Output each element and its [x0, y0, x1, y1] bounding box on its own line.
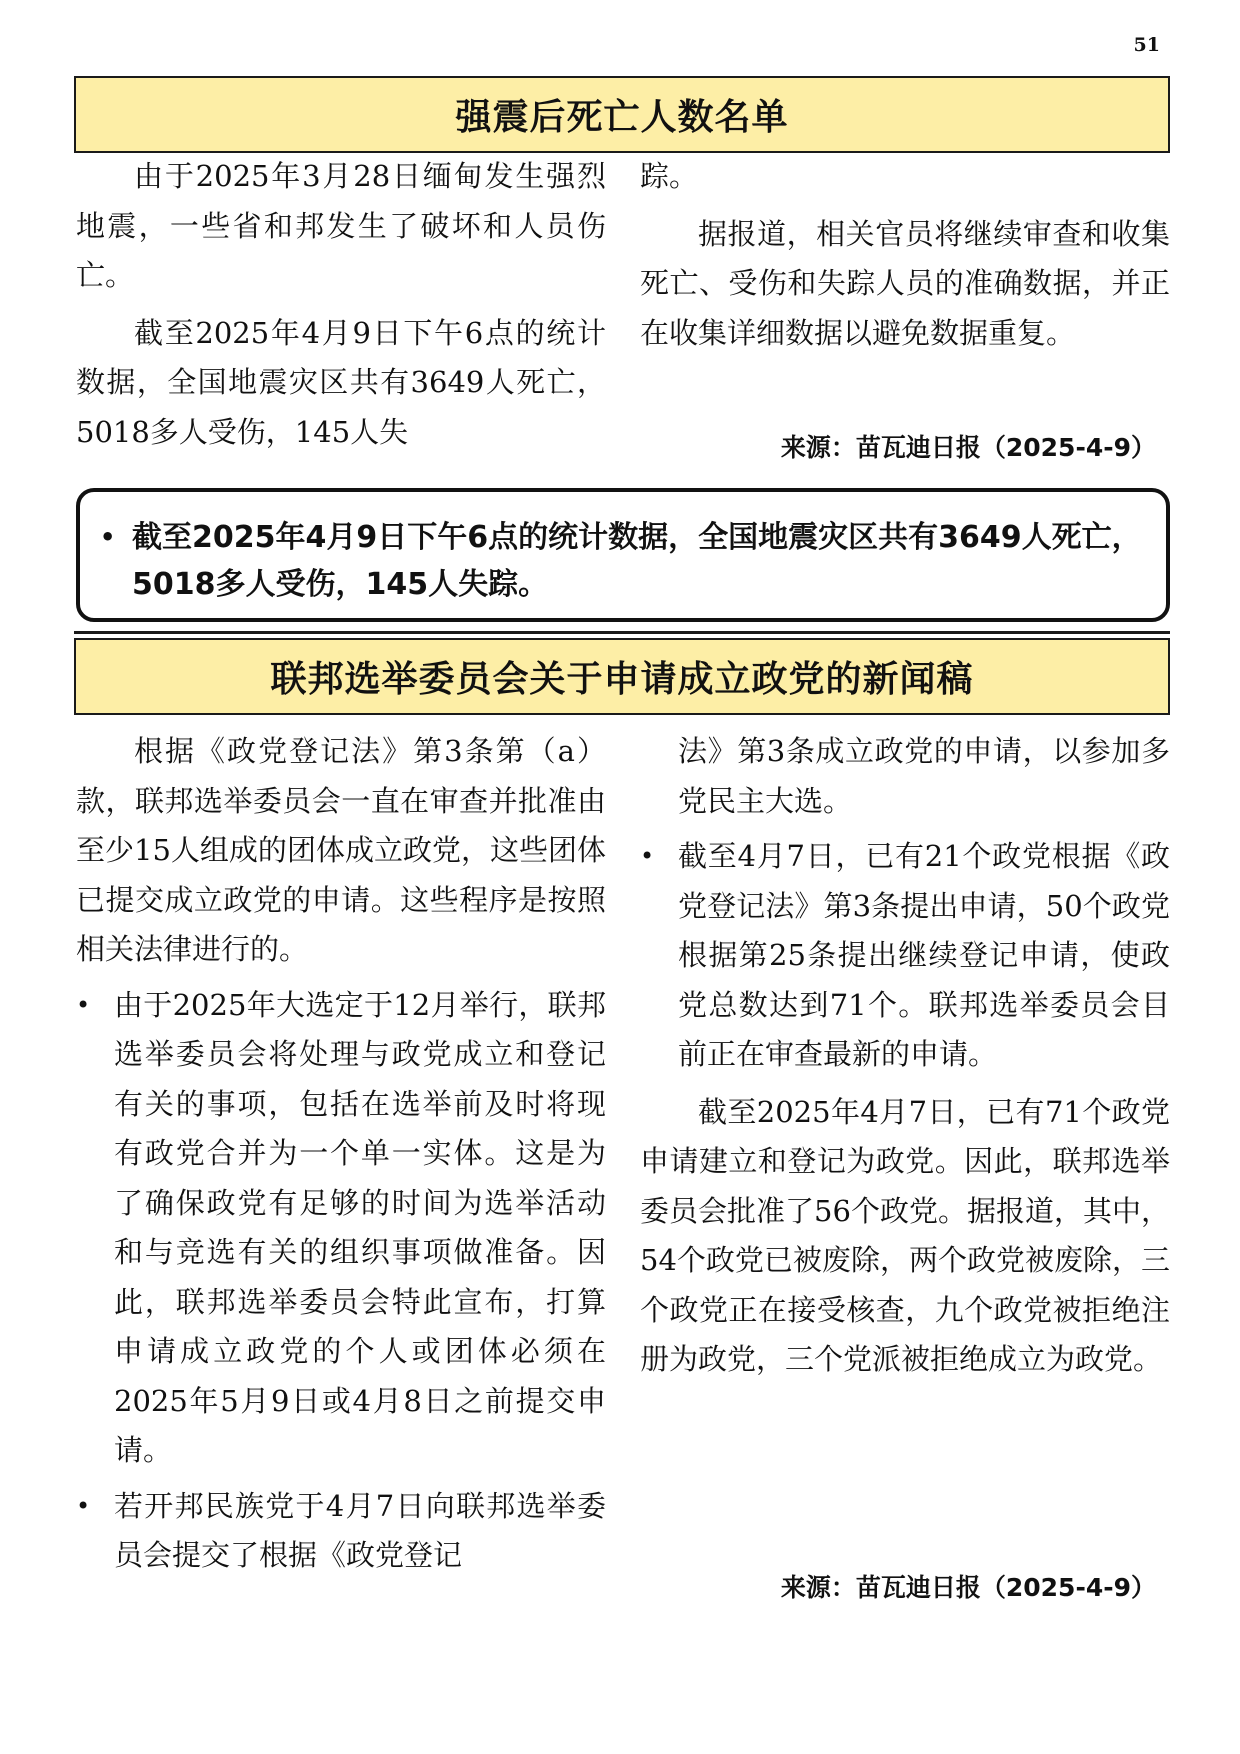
article2-source: 来源：苗瓦迪日报（2025-4-9）: [780, 1573, 1156, 1602]
list-item: • 若开邦民族党于4月7日向联邦选举委员会提交了根据《政党登记: [76, 1482, 606, 1581]
article2-paragraph-2: 截至2025年4月7日，已有71个政党申请建立和登记为政党。因此，联邦选举委员会批准了56个政党。据报道，其中，54个政党已被废除，两个政党被废除，三个政党正在接受核查，九个政党被拒绝注册为政党，三个党派被拒绝成立为政党。: [640, 1094, 1170, 1376]
article1-right-column: [640, 152, 1170, 358]
article1-continuation: 踪。: [640, 159, 699, 193]
article1-source: 来源：苗瓦迪日报（2025-4-9）: [780, 433, 1156, 462]
page-number: 51: [1133, 34, 1160, 56]
article2-paragraph-1: 根据《政党登记法》第3条第（a）款，联邦选举委员会一直在审查并批准由至少15人组成的团体成立政党，这些团体已提交成立政党的申请。这些程序是按照相关法律进行的。: [76, 734, 606, 966]
list-item: • 截至4月7日，已有21个政党根据《政党登记法》第3条提出申请，50个政党根据第25条提出继续登记申请，使政党总数达到71个。联邦选举委员会目前正在审查最新的申请。: [640, 832, 1170, 1080]
article2-left-column: [76, 727, 606, 1581]
summary-box: [76, 488, 1170, 622]
list-item-continuation: 法》第3条成立政党的申请，以参加多党民主大选。: [678, 734, 1170, 818]
list-item: • 由于2025年大选定于12月举行，联邦选举委员会将处理与政党成立和登记有关的事项，包括在选举前及时将现有政党合并为一个单一实体。这是为了确保政党有足够的时间为选举活动和与竞选有关的组织事项做准备。因此，联邦选举委员会特此宣布，打算申请成立政党的个人或团体必须在2025年5月9日或4月8日之前提交申请。: [76, 981, 606, 1476]
article2-title: 联邦选举委员会关于申请成立政党的新闻稿: [74, 638, 1170, 715]
article2-right-bullets: [640, 727, 1170, 1080]
article2-left-bullets: [76, 981, 606, 1581]
article1-paragraph-1: 由于2025年3月28日缅甸发生强烈地震，一些省和邦发生了破坏和人员伤亡。: [76, 159, 606, 292]
headline-divider: [74, 631, 1170, 634]
article2-right-column: [640, 727, 1170, 1385]
article1-title: 强震后死亡人数名单: [74, 76, 1170, 153]
summary-bullet: • 截至2025年4月9日下午6点的统计数据，全国地震灾区共有3649人死亡，5018多人受伤，145人失踪。: [100, 514, 1146, 608]
article1-paragraph-3: 据报道，相关官员将继续审查和收集死亡、受伤和失踪人员的准确数据，并正在收集详细数据以避免数据重复。: [640, 216, 1170, 350]
article1-left-column: [76, 152, 606, 457]
article1-paragraph-2: 截至2025年4月9日下午6点的统计数据，全国地震灾区共有3649人死亡，5018多人受伤，145人失: [76, 315, 606, 449]
